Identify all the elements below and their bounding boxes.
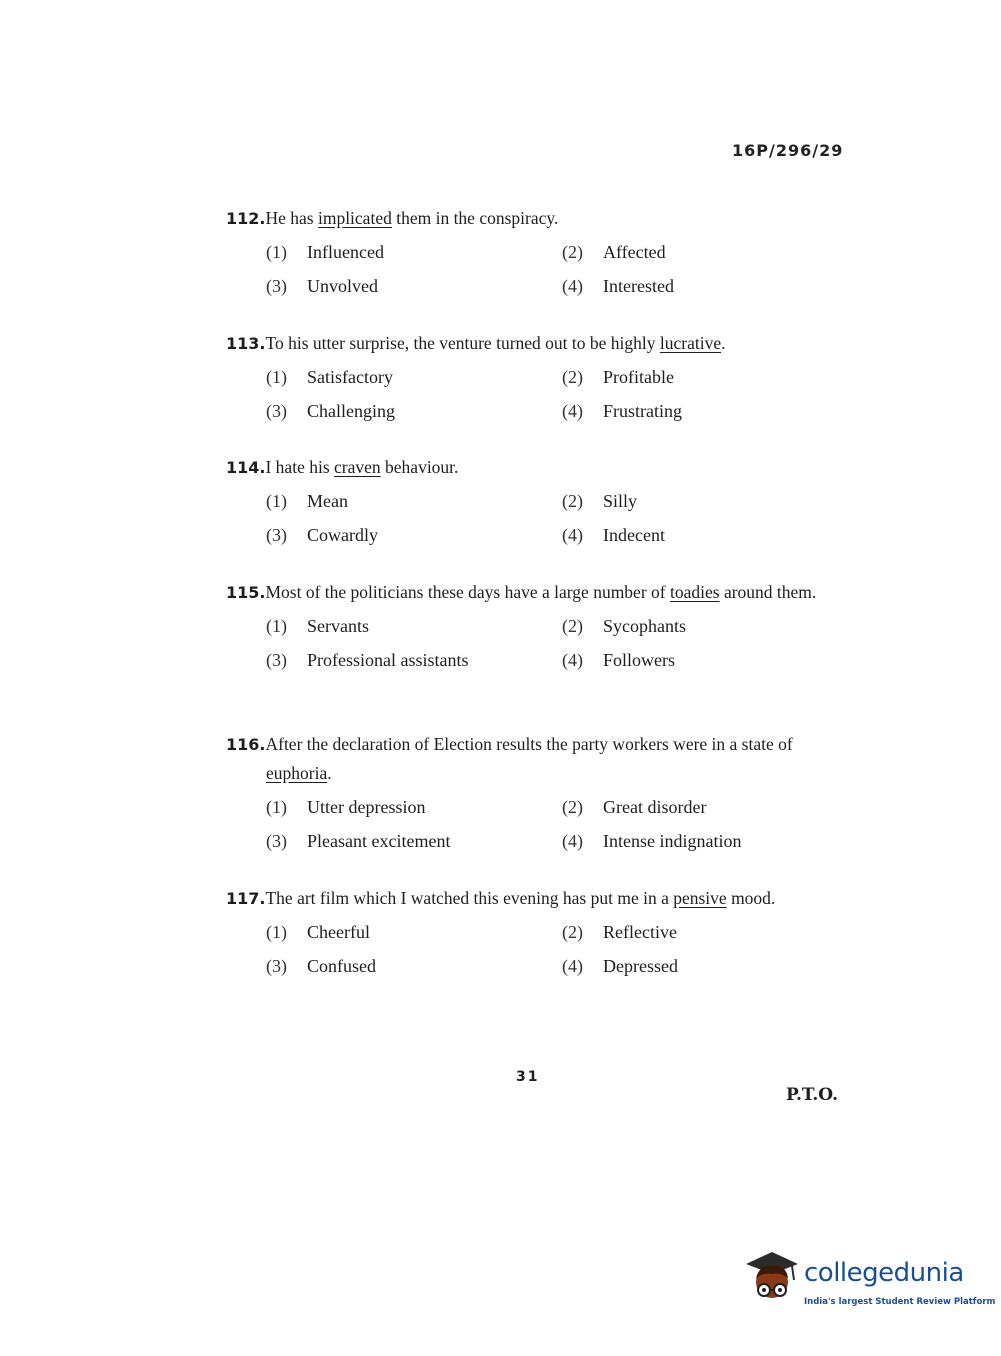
question-number: 115. bbox=[226, 583, 266, 602]
pto-label: P.T.O. bbox=[786, 1085, 838, 1105]
question-stem bbox=[226, 884, 852, 913]
option-1[interactable]: (1) Servants bbox=[266, 616, 369, 636]
question-text: The art film which I watched this evening has put me in a pensive mood. bbox=[265, 888, 776, 908]
collegedunia-watermark bbox=[742, 1250, 996, 1316]
question-text: I hate his craven behaviour. bbox=[265, 457, 459, 477]
key-word: implicated bbox=[317, 208, 392, 228]
key-word: toadies bbox=[669, 582, 720, 602]
option-3[interactable]: (3) Challenging bbox=[266, 401, 395, 421]
option-4[interactable]: (4) Followers bbox=[562, 650, 675, 670]
options-list bbox=[266, 794, 852, 854]
option-3[interactable]: (3) Professional assistants bbox=[266, 650, 469, 670]
option-1[interactable]: (1) Cheerful bbox=[266, 922, 370, 942]
question-117 bbox=[226, 884, 852, 979]
question-stem bbox=[226, 730, 852, 788]
question-stem bbox=[226, 329, 852, 358]
options-list bbox=[266, 488, 852, 548]
question-number: 112. bbox=[226, 209, 266, 228]
option-1[interactable]: (1) Mean bbox=[266, 491, 348, 511]
option-4[interactable]: (4) Depressed bbox=[562, 956, 678, 976]
option-2[interactable]: (2) Profitable bbox=[562, 367, 674, 387]
option-2[interactable]: (2) Reflective bbox=[562, 922, 677, 942]
options-list bbox=[266, 613, 852, 673]
option-4[interactable]: (4) Intense indignation bbox=[562, 831, 742, 851]
question-text: After the declaration of Election results the party workers were in a state of euphoria. bbox=[265, 734, 793, 783]
options-list bbox=[266, 364, 852, 424]
option-1[interactable]: (1) Influenced bbox=[266, 242, 384, 262]
options-list bbox=[266, 239, 852, 299]
page-number: 31 bbox=[516, 1069, 540, 1085]
option-4[interactable]: (4) Indecent bbox=[562, 525, 665, 545]
option-3[interactable]: (3) Unvolved bbox=[266, 276, 378, 296]
option-4[interactable]: (4) Interested bbox=[562, 276, 674, 296]
option-4[interactable]: (4) Frustrating bbox=[562, 401, 682, 421]
question-114 bbox=[226, 453, 852, 548]
option-1[interactable]: (1) Utter depression bbox=[266, 797, 426, 817]
option-3[interactable]: (3) Cowardly bbox=[266, 525, 378, 545]
key-word: lucrative bbox=[659, 333, 722, 353]
key-word: craven bbox=[334, 457, 381, 477]
option-3[interactable]: (3) Confused bbox=[266, 956, 376, 976]
question-text: To his utter surprise, the venture turned out to be highly lucrative. bbox=[265, 333, 726, 353]
question-number: 114. bbox=[226, 458, 266, 477]
question-text: Most of the politicians these days have a large number of toadies around them. bbox=[265, 582, 817, 602]
question-number: 113. bbox=[226, 334, 266, 353]
brand-name: collegedunia bbox=[804, 1258, 964, 1288]
option-2[interactable]: (2) Great disorder bbox=[562, 797, 707, 817]
option-3[interactable]: (3) Pleasant excitement bbox=[266, 831, 451, 851]
question-113 bbox=[226, 329, 852, 424]
question-112 bbox=[226, 204, 852, 299]
brand-tagline: India's largest Student Review Platform bbox=[804, 1297, 996, 1307]
page-code: 16P/296/29 bbox=[732, 141, 844, 160]
question-stem bbox=[226, 453, 852, 482]
question-stem bbox=[226, 204, 852, 233]
question-text: He has implicated them in the conspiracy. bbox=[265, 208, 559, 228]
question-115 bbox=[226, 578, 852, 673]
question-number: 116. bbox=[226, 735, 266, 754]
question-stem bbox=[226, 578, 852, 607]
option-2[interactable]: (2) Affected bbox=[562, 242, 666, 262]
question-116 bbox=[226, 730, 852, 854]
question-number: 117. bbox=[226, 889, 266, 908]
option-1[interactable]: (1) Satisfactory bbox=[266, 367, 393, 387]
key-word: euphoria bbox=[266, 763, 328, 783]
key-word: pensive bbox=[673, 888, 727, 908]
option-2[interactable]: (2) Silly bbox=[562, 491, 638, 511]
mascot-icon bbox=[742, 1250, 800, 1308]
options-list bbox=[266, 919, 852, 979]
option-2[interactable]: (2) Sycophants bbox=[562, 616, 686, 636]
